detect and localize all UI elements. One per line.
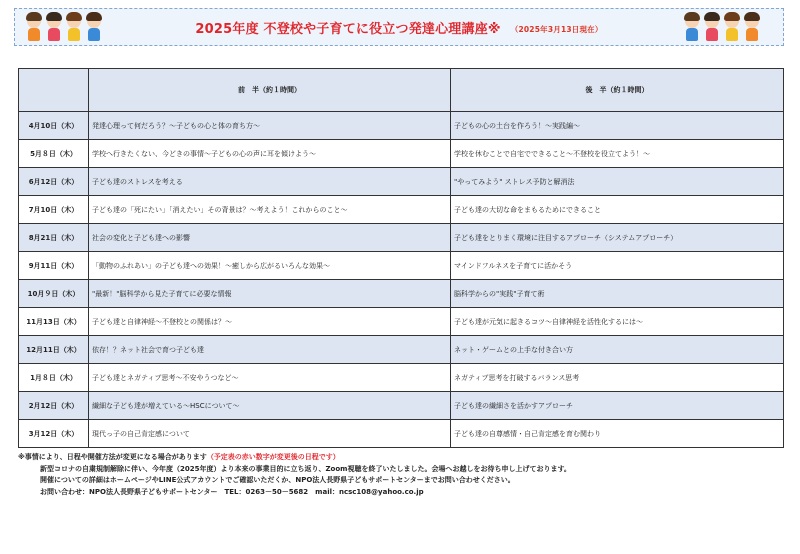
note-line-1 xyxy=(18,452,571,464)
note-line-3: 開催についての詳細はホームページやLINE公式アカウントでご確認いただくか、NPO法人長野県子どもサポートセンターまでお問い合わせください。 xyxy=(40,476,515,484)
first-half-cell: "最新！"脳科学から見た子育てに必要な情報 xyxy=(89,280,451,308)
first-half-cell: 子ども達のストレスを考える xyxy=(89,168,451,196)
first-half-cell: 依存！？ネット社会で育つ子ども達 xyxy=(89,336,451,364)
note-red-text: （予定表の赤い数字が変更後の日程です） xyxy=(206,453,340,461)
table-row xyxy=(19,364,784,392)
child-illustration-icon xyxy=(703,11,721,45)
header-second-half: 後 半（約１時間） xyxy=(451,69,784,112)
header-first-half: 前 半（約１時間） xyxy=(89,69,451,112)
schedule-table xyxy=(18,68,784,448)
table-header-row xyxy=(19,69,784,112)
date-cell: 11月13日（木） xyxy=(19,308,89,336)
second-half-cell: マインドフルネスを子育てに活かそう xyxy=(451,252,784,280)
first-half-cell: 「動物のふれあい」の子ども達への効果！～癒しから広がるいろんな効果～ xyxy=(89,252,451,280)
child-illustration-icon xyxy=(683,11,701,45)
second-half-cell: 子ども達が元気に起きるコツ～自律神経を活性化するには～ xyxy=(451,308,784,336)
first-half-cell: 繊細な子ども達が増えている～HSCについて～ xyxy=(89,392,451,420)
note-change-notice: ※事情により、日程や開催方法が変更になる場合があります xyxy=(18,453,207,461)
table-row xyxy=(19,280,784,308)
table-row xyxy=(19,224,784,252)
table-row xyxy=(19,336,784,364)
title-text: 2025年度 不登校や子育てに役立つ発達心理講座※ xyxy=(195,22,501,37)
second-half-cell: "やってみよう" ストレス予防と解消法 xyxy=(451,168,784,196)
second-half-cell: 子どもの心の土台を作ろう！～実践編～ xyxy=(451,112,784,140)
table-row xyxy=(19,196,784,224)
note-line-2: 新型コロナの自粛規制解除に伴い、今年度（2025年度）より本来の事業目的に立ち返り、Zoom視聴を終了いたしました。会場へお越しをお待ち申し上げております。 xyxy=(40,464,571,473)
table-row xyxy=(19,252,784,280)
second-half-cell: ネット・ゲームとの上手な付き合い方 xyxy=(451,336,784,364)
page-title xyxy=(15,18,783,37)
date-cell: 1月８日（木） xyxy=(19,364,89,392)
date-cell: 7月10日（木） xyxy=(19,196,89,224)
first-half-cell: 子ども達と自律神経～不登校との関係は？～ xyxy=(89,308,451,336)
date-cell: 2月12日（木） xyxy=(19,392,89,420)
header-date xyxy=(19,69,89,112)
table-row xyxy=(19,112,784,140)
first-half-cell: 発達心理って何だろう？～子どもの心と体の育ち方～ xyxy=(89,112,451,140)
second-half-cell: ネガティブ思考を打破するバランス思考 xyxy=(451,364,784,392)
date-cell: 4月10日（木） xyxy=(19,112,89,140)
child-illustration-icon xyxy=(723,11,741,45)
second-half-cell: 学校を休むことで自宅でできること～不登校を役立てよう！～ xyxy=(451,140,784,168)
second-half-cell: 脳科学からの"実践"子育て術 xyxy=(451,280,784,308)
table-row xyxy=(19,420,784,448)
first-half-cell: 子ども達の「死にたい」「消えたい」その背景は？～考えよう！これからのこと～ xyxy=(89,196,451,224)
table-row xyxy=(19,140,784,168)
child-illustration-icon xyxy=(743,11,761,45)
date-cell: 9月11日（木） xyxy=(19,252,89,280)
notes xyxy=(18,452,571,498)
date-cell: 6月12日（木） xyxy=(19,168,89,196)
date-cell: 8月21日（木） xyxy=(19,224,89,252)
second-half-cell: 子ども達をとりまく環境に注目するアプローチ（システムアプローチ） xyxy=(451,224,784,252)
first-half-cell: 社会の変化と子ども達への影響 xyxy=(89,224,451,252)
header-banner xyxy=(14,8,784,46)
table-row xyxy=(19,168,784,196)
date-cell: 10月９日（木） xyxy=(19,280,89,308)
first-half-cell: 学校へ行きたくない、今どきの事情～子どもの心の声に耳を傾けよう～ xyxy=(89,140,451,168)
date-cell: 3月12日（木） xyxy=(19,420,89,448)
second-half-cell: 子ども達の繊細さを活かすアプローチ xyxy=(451,392,784,420)
date-note: （2025年3月13日現在） xyxy=(510,25,603,34)
first-half-cell: 現代っ子の自己肯定感について xyxy=(89,420,451,448)
note-line-4: お問い合わせ：NPO法人長野県子どもサポートセンター TEL：0263－50－5682 mail：ncsc108@yahoo.co.jp xyxy=(40,487,424,496)
table-row xyxy=(19,392,784,420)
second-half-cell: 子ども達の大切な命をまもるためにできること xyxy=(451,196,784,224)
date-cell: 12月11日（木） xyxy=(19,336,89,364)
table-row xyxy=(19,308,784,336)
first-half-cell: 子ども達とネガティブ思考～不安やうつなど～ xyxy=(89,364,451,392)
date-cell: 5月８日（木） xyxy=(19,140,89,168)
second-half-cell: 子ども達の自尊感情・自己肯定感を育む関わり xyxy=(451,420,784,448)
